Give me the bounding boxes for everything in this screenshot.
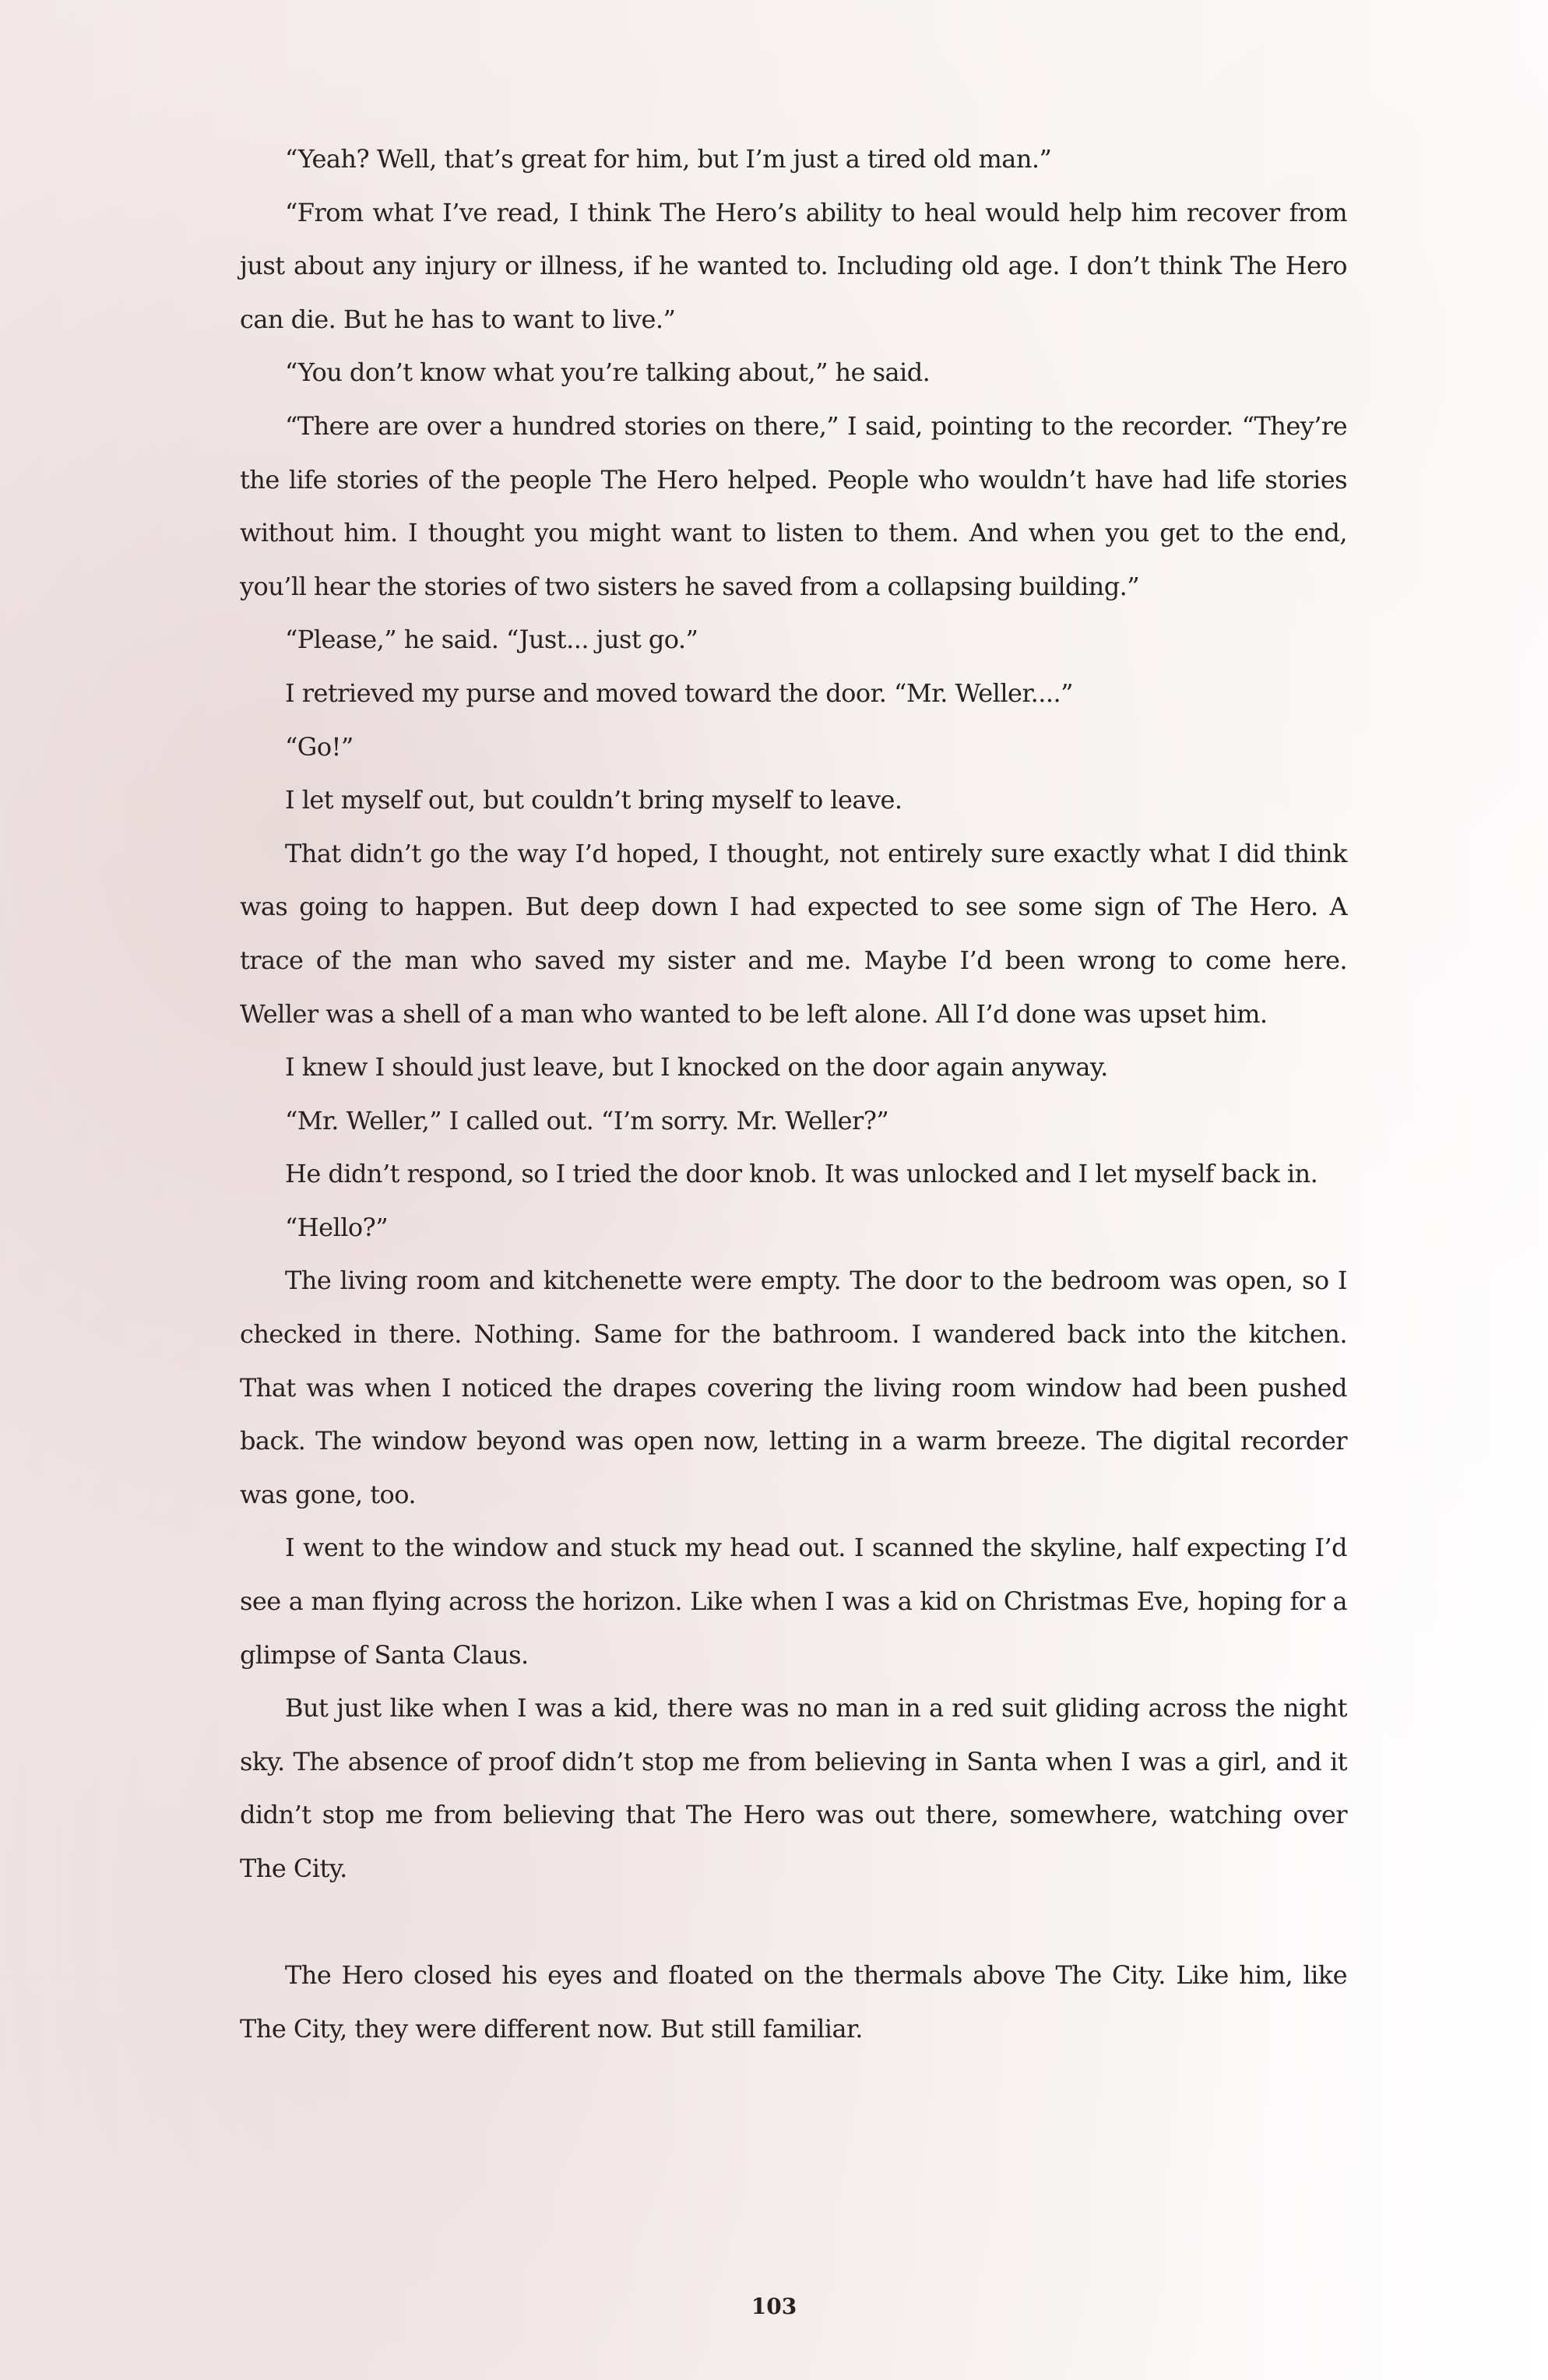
paragraph: I went to the window and stuck my head out. I scanned the skyline, half expecting I’d see a man flying across the horizon. Like when I was a kid on Christmas Eve, hoping for a glimpse of Santa Claus. xyxy=(240,1533,1347,1670)
paragraph: “Yeah? Well, that’s great for him, but I’m just a tired old man.” xyxy=(285,144,1052,174)
paragraph: I knew I should just leave, but I knocked on the door again anyway. xyxy=(285,1052,1108,1083)
paragraph: “Please,” he said. “Just... just go.” xyxy=(285,625,698,655)
paragraph: “You don’t know what you’re talking about,” he said. xyxy=(285,357,931,388)
paragraph: “Go!” xyxy=(285,731,354,762)
paragraph: “Mr. Weller,” I called out. “I’m sorry. Mr. Weller?” xyxy=(285,1105,889,1135)
body-text xyxy=(240,132,1347,2055)
paragraph: “Hello?” xyxy=(285,1212,389,1242)
paragraph: “From what I’ve read, I think The Hero’s ability to heal would help him recover from just about any injury or illness, if he wanted to. Including old age. I don’t think The Hero can die. But he has to want to live.” xyxy=(240,197,1347,334)
paragraph: “There are over a hundred stories on there,” I said, pointing to the recorder. “They’re the life stories of the people The Hero helped. People who wouldn’t have had life stories without him. I thought you might want to listen to them. And when you get to the end, you’ll hear the stories of two sisters he saved from a collapsing building.” xyxy=(240,410,1347,601)
paragraph-after-scene-break: The Hero closed his eyes and floated on the thermals above The City. Like him, like The City, they were different now. But still familiar. xyxy=(240,1960,1347,2044)
paragraph: The living room and kitchenette were empty. The door to the bedroom was open, so I checked in there. Nothing. Same for the bathroom. I wandered back into the kitchen. That was when I noticed the drapes covering the living room window had been pushed back. The window beyond was open now, letting in a warm breeze. The digital recorder was gone, too. xyxy=(240,1266,1347,1509)
paragraph: I let myself out, but couldn’t bring myself to leave. xyxy=(285,785,902,815)
page-number: 103 xyxy=(751,2294,797,2319)
paragraph: He didn’t respond, so I tried the door knob. It was unlocked and I let myself back in. xyxy=(285,1159,1318,1189)
paragraph: But just like when I was a kid, there was no man in a red suit gliding across the night sky. The absence of proof didn’t stop me from believing in Santa when I was a girl, and it didn’t stop me from believing that The Hero was out there, somewhere, watching over The City. xyxy=(240,1693,1347,1883)
paragraph: I retrieved my purse and moved toward the door. “Mr. Weller....” xyxy=(285,678,1073,708)
paragraph: That didn’t go the way I’d hoped, I thought, not entirely sure exactly what I did think was going to happen. But deep down I had expected to see some sign of The Hero. A trace of the man who saved my sister and me. Maybe I’d been wrong to come here. Weller was a shell of a man who wanted to be left alone. All I’d done was upset him. xyxy=(240,838,1347,1029)
